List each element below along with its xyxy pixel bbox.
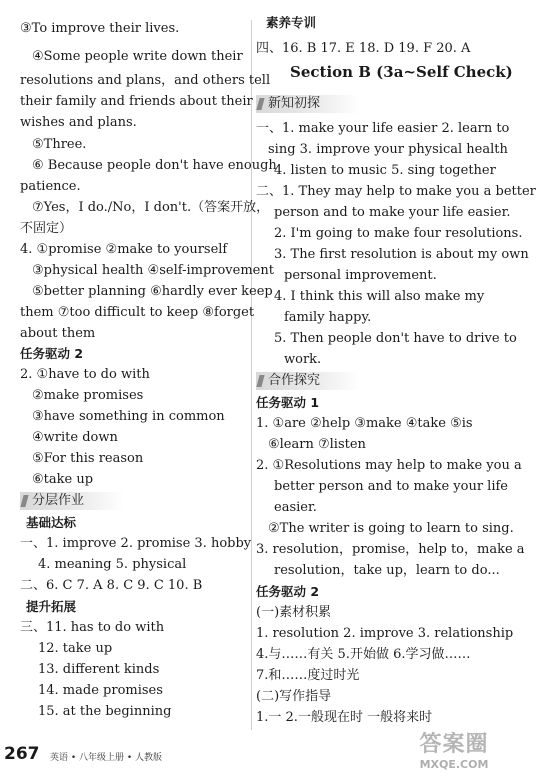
- answer-line: about them: [20, 326, 96, 341]
- watermark-logo: 答案圈: [419, 732, 489, 757]
- task-heading: 任务驱动 2: [20, 346, 84, 361]
- page-number: 267: [4, 744, 40, 764]
- answer-line: 14. made promises: [38, 683, 163, 698]
- banner-label: 合作探究: [268, 373, 321, 388]
- answer-line: 2. ①Resolutions may help to make you a: [256, 458, 522, 473]
- answer-line: ⑤better planning ⑥hardly ever keep: [32, 284, 273, 299]
- answer-line: sing 3. improve your physical health: [268, 142, 508, 157]
- answer-line: 4. I think this will also make my: [274, 289, 485, 304]
- answer-line: 1.一 2.一般现在时 一般将来时: [256, 710, 433, 725]
- answer-line: 四、16. B 17. E 18. D 19. F 20. A: [256, 41, 471, 56]
- answer-line: patience.: [20, 179, 81, 194]
- task-heading: 素养专训: [266, 15, 317, 30]
- answer-line: 13. different kinds: [38, 662, 160, 677]
- answer-line: 二、6. C 7. A 8. C 9. C 10. B: [20, 578, 203, 593]
- answer-line: ③To improve their lives.: [20, 21, 180, 36]
- site-watermark: [412, 732, 496, 778]
- sub-heading: 提升拓展: [26, 599, 77, 614]
- task-heading: 任务驱动 2: [256, 584, 320, 599]
- answer-line: ⑤For this reason: [32, 451, 144, 466]
- section-banner: [256, 372, 360, 390]
- answer-line: ⑦Yes，I do./No，I don't.（答案开放，: [32, 200, 270, 215]
- answer-line: 2. I'm going to make four resolutions.: [274, 226, 523, 241]
- answer-line: 一、1. make your life easier 2. learn to: [256, 121, 510, 136]
- answer-line: 12. take up: [38, 641, 113, 656]
- answer-line: 3. The first resolution is about my own: [274, 247, 529, 262]
- answer-line: 4. ①promise ②make to yourself: [20, 242, 228, 257]
- answer-line: easier.: [274, 500, 317, 515]
- answer-line: 二、1. They may help to make you a better: [256, 184, 536, 199]
- book-info: 英语 • 八年级上册 • 人教版: [50, 753, 163, 763]
- answer-line: 2. ①have to do with: [20, 367, 150, 382]
- column-divider: [251, 20, 252, 730]
- answer-line: family happy.: [284, 310, 372, 325]
- watermark-url: MXQE.COM: [419, 758, 489, 771]
- answer-line: 三、11. has to do with: [20, 620, 165, 635]
- banner-label: 新知初探: [268, 96, 321, 111]
- answer-line: 不固定）: [20, 221, 73, 236]
- answer-line: ④write down: [32, 430, 118, 445]
- banner-label: 分层作业: [32, 493, 85, 508]
- answer-line: 4. meaning 5. physical: [38, 557, 187, 572]
- answer-line: ⑥learn ⑦listen: [268, 437, 366, 452]
- banner-mark-icon: [20, 495, 28, 507]
- answer-line: ④Some people write down their: [32, 49, 243, 64]
- answer-line: resolution，take up，learn to do...: [274, 563, 500, 578]
- answer-line: 15. at the beginning: [38, 704, 172, 719]
- answer-line: ③physical health ④self-improvement: [32, 263, 274, 278]
- answer-line: ⑥take up: [32, 472, 94, 487]
- answer-line: 1. ①are ②help ③make ④take ⑤is: [256, 416, 473, 431]
- answer-line: 3. resolution，promise，help to，make a: [256, 542, 525, 557]
- answer-line: their family and friends about their: [20, 94, 253, 109]
- answer-line: wishes and plans.: [20, 115, 137, 130]
- banner-mark-icon: [256, 98, 264, 110]
- answer-line: better person and to make your life: [274, 479, 508, 494]
- answer-line: ②make promises: [32, 388, 144, 403]
- section-title: Section B (3a~Self Check): [290, 63, 513, 81]
- answer-line: resolutions and plans，and others tell: [20, 73, 271, 88]
- answer-line: ②The writer is going to learn to sing.: [268, 521, 514, 536]
- answer-line: 4. listen to music 5. sing together: [274, 163, 496, 178]
- answer-line: 一、1. improve 2. promise 3. hobby: [20, 536, 252, 551]
- answer-line: 4.与……有关 5.开始做 6.学习做……: [256, 647, 471, 662]
- banner-mark-icon: [256, 375, 264, 387]
- answer-line: ⑤Three.: [32, 137, 87, 152]
- task-heading: 任务驱动 1: [256, 395, 320, 410]
- answer-line: ③have something in common: [32, 409, 225, 424]
- answer-line: personal improvement.: [284, 268, 437, 283]
- sub-heading: 基础达标: [26, 515, 77, 530]
- answer-line: (一)素材积累: [256, 605, 332, 620]
- answer-line: ⑥ Because people don't have enough: [32, 158, 277, 173]
- answer-line: 7.和……度过时光: [256, 668, 360, 683]
- answer-line: them ⑦too difficult to keep ⑧forget: [20, 305, 255, 320]
- answer-line: person and to make your life easier.: [274, 205, 511, 220]
- answer-line: 1. resolution 2. improve 3. relationship: [256, 626, 514, 641]
- answer-line: 5. Then people don't have to drive to: [274, 331, 517, 346]
- answer-line: (二)写作指导: [256, 689, 332, 704]
- answer-line: work.: [284, 352, 322, 367]
- section-banner: [20, 492, 124, 510]
- section-banner: [256, 95, 360, 113]
